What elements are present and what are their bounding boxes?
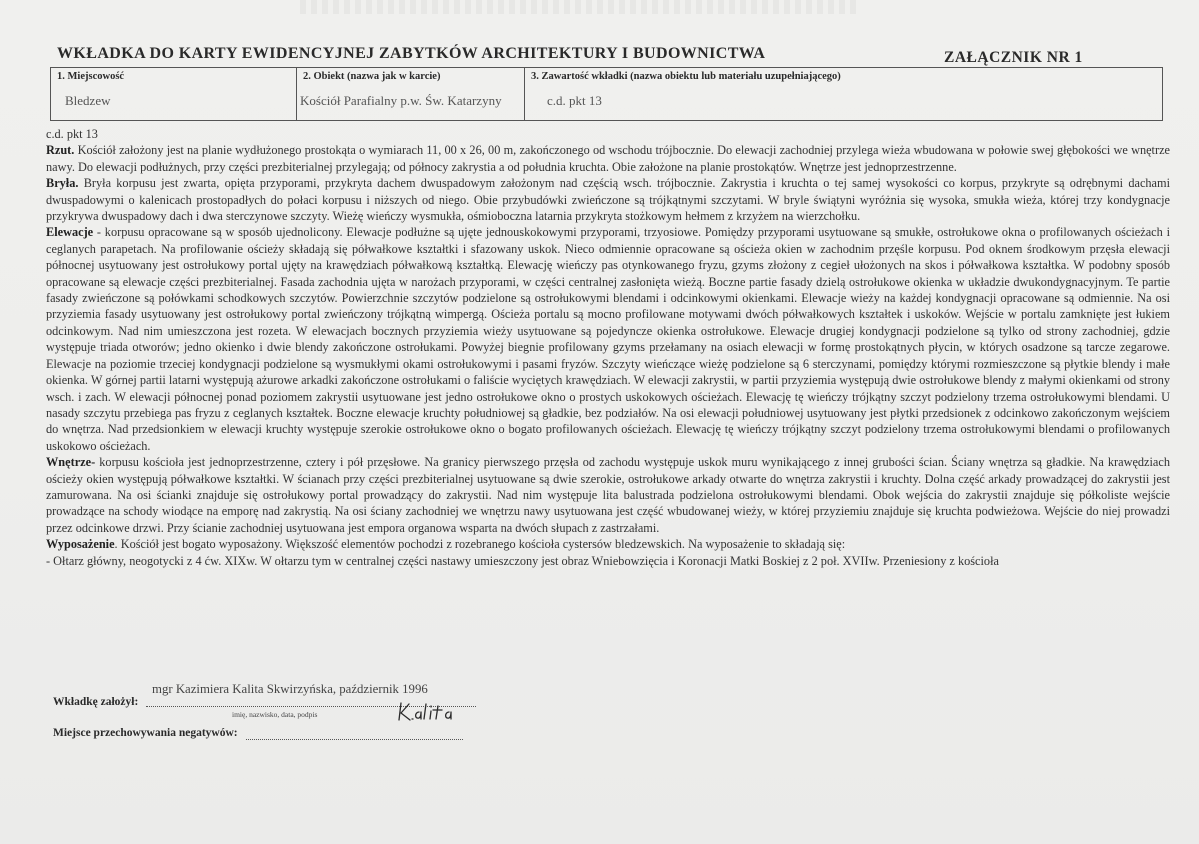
handwritten-signature [395, 700, 475, 724]
section-plan [46, 142, 1170, 175]
author-value: mgr Kazimiera Kalita Skwirzyńska, październik 1996 [152, 682, 428, 696]
header-fields [50, 67, 1163, 121]
object-value: Kościół Parafialny p.w. Św. Katarzyny [300, 93, 502, 108]
section-text: Kościół założony jest na planie wydłużonego prostokąta o wymiarach 11, 00 x 26, 00 m, zakończonego od wschodu trójbocznie. Do elewacji zachodniej przylega wieża wbudowana w połowie swej głębokości we wnętrze nawy. Do elewacji podłużnych, przy części prezbiterialnej przylegają; od północy zakrystia a od południa kruchta. Obie założone na planie prostokątów. Wnętrze jest jednoprzestrzenne. [46, 143, 1170, 174]
furnishing-list-item: - Ołtarz główny, neogotycki z 4 ćw. XIXw. W ołtarzu tym w centralnej części nastawy umieszczony jest obraz Wniebowzięcia i Koronacji Matki Boskiej z 2 poł. XVIIw. Przeniesiony z kościoła [46, 553, 999, 568]
locality-label: 1. Miejscowość [57, 71, 125, 82]
section-text: . Kościół jest bogato wyposażony. Większość elementów pochodzi z rozebranego kościoła cystersów bledzewskich. Na wyposażenie to składają się: [114, 537, 846, 552]
negatives-dotted-line [246, 739, 463, 740]
section-text: - korpusu opracowane są w sposób ujednolicony. Elewacje podłużne są ujęte jednouskokowymi przyporami, trzyosiowe. Pomiędzy przyporami usytuowane są smukłe, ostrołukowe okna o profilowanych ościeżach i ceglanych parapetach. Na profilowanie ościeży składają się półwałkowe kształtki i sfazowany uskok. Nieco odmiennie opracowane są ościeża okien w zachodnim przęśle korpusu. Pod oknem środkowym przęsła elewacji północnej usytuowany jest ostrołukowy portal ujęty na krawędziach półwałkową kształtką. Elewację wieńczy pas otynkowanego fryzu, gzyms złożony z cegieł ułożonych na skos i półwałkowa kształtka. W podobny sposób opracowane są elewacje części prezbiterialnej. Fasada zachodnia ujęta w narożach przyporami, w części centralnej zasłonięta wieżą. Boczne partie fasady dzielą ostrołukowe okienka w układzie dwukondygnacyjnym. Te partie fasady zwieńczone są połówkami schodkowych szczytów. Powierzchnie szczytów podzielone są ostrołukowymi blendami i odcinkowymi okienkami. Elewacje wieży na każdej kondygnacji opracowane są odmiennie. Na osi przyziemia fasady usytuowany jest ostrołukowy portal zwieńczony trójkątną wimpergą. Ościeża portalu są mocno profilowane motywami dwóch półwałkowych kształtek i uskoków. Wejście w portalu zamknięte jest łukiem odcinkowym. Nad nim umieszczona jest rozeta. W elewacjach bocznych przyziemia wieży usytuowane są pojedyncze okienka ostrołukowe. Elewacje drugiej kondygnacji podzielone są tylko od strony zachodniej, gdzie występuje triada otworów; jedno okienko i dwie blendy zakończone ostrołukami. Powyżej biegnie profilowany gzyms przełamany na osiach elewacji w formę prostokątnych płycin, w których osadzone są tarcze zegarowe. Elewacje na poziomie trzeciej kondygnacji podzielone są wysmukłymi okami ostrołukowymi i pasami fryzów. Szczyty wieńczące wieżę podzielone są 6 sterczynami, pomiędzy którymi rozmieszczone są płytkie blendy i małe okienka. W górnej partii latarni występują ażurowe arkadki zakończone ostrołukami o faliście wyciętych krawędziach. W elewacji zakrystii, w partii przyziemia występują dwie ostrołukowe blendy z małymi okienkami od strony wsch. i zach. W elewacji północnej ponad poziomem zakrystii usytuowane jest jedno ostrołukowe okno o prostych uskokowych ościeżach. Elewację tę wieńczy trójkątny szczyt podzielony trzema ostrołukowymi blendami. U nasady szczytu przebiega pas fryzu z ceglanych kształtek. Boczne elewacje kruchty południowej są gładkie, bez podziałów. Na osi elewacji południowej usytuowany jest płytki przedsionek z odcinkowo zakończonym wejściem do wnętrza. Nad przedsionkiem w elewacji kruchty występuje szerokie ostrołukowe okno o bogato profilowanych ościeżach. Elewację tę wieńczy trójkątny szczyt podzielony trzema ostrołukowymi blendami o profilowanych uskokowo ościeżach. [46, 225, 1170, 453]
section-text: korpusu kościoła jest jednoprzestrzenne, cztery i pół przęsłowe. Na granicy pierwszego przęsła od zachodu występuje uskok muru wynikającego z innej grubości ścian. Ściany wnętrza są gładkie. Na krawędziach ościeży okien występują półwałkowe kształtki. W ścianach przy części prezbiterialnej usytuowane są dwie szerokie, ostrołukowe arkady otwarte do wnętrza zakrystii i kruchty. Dolna część arkady prowadzącej do zakrystii jest zamurowana. Na osi ścianki znajduje się ostrołukowy portal prowadzący do zakrystii. Nad nim występuje lita balustrada podzielona ostrołukowymi blendami. Obok wejścia do zakrystii znajduje się półkoliste wejście prowadzące na schody wiodące na emporę nad zakrystią. Na osi ściany zachodniej we wnętrzu nawy usytuowana jest część wbudowanej wieży, w której przyziemiu znajduje się kruchta podwieżowa. Wejście do niej prowadzi przez odcinkowe drzwi. Przy ścianie zachodniej usytuowana jest empora organowa wsparta na dwóch słupach z zastrzałami. [46, 455, 1170, 535]
signature-caption: imię, nazwisko, data, podpis [232, 710, 318, 719]
section-furnishings [46, 536, 1170, 552]
locality-value: Bledzew [65, 93, 111, 108]
bleed-through [300, 0, 860, 14]
page-title: WKŁADKA DO KARTY EWIDENCYJNEJ ZABYTKÓW ARCHITEKTURY I BUDOWNICTWA [57, 45, 766, 62]
author-label: Wkładkę założył: [53, 696, 139, 708]
section-text: Bryła korpusu jest zwarta, opięta przyporami, przykryta dachem dwuspadowym założonym nad częścią wsch. trójbocznie. Zakrystia i kruchta o tej samej wysokości co korpus, przykryte są odrębnymi dachami dwuspadowymi o kalenicach prostopadłych do połaci korpusu i niższych od niego. Obie przybudówki zwieńczone są trójkątnymi szczytami. W bryle świątyni wyróżnia się wysoka, smukła wieża, której trzy kondygnacje przykrywa dwuspadowy dach i dwa sterczynowe szczyty. Wieżę wieńczy wysmukła, ośmioboczna latarnia przykryta stożkowym hełmem z krzyżem na wierzchołku. [46, 176, 1170, 224]
section-heading: Bryła. [46, 176, 79, 191]
contents-label: 3. Zawartość wkładki (nazwa obiektu lub materiału uzupełniającego) [531, 71, 841, 82]
locality-field [51, 68, 297, 120]
section-heading: Wnętrze- [46, 455, 96, 470]
section-interior [46, 454, 1170, 536]
negatives-label: Miejsce przechowywania negatywów: [53, 727, 238, 739]
section-massing [46, 175, 1170, 224]
section-heading: Rzut. [46, 143, 75, 158]
contents-value: c.d. pkt 13 [547, 93, 602, 108]
contents-field [525, 68, 1162, 120]
object-field [297, 68, 525, 120]
annex-number: ZAŁĄCZNIK NR 1 [944, 49, 1083, 66]
description-body [46, 126, 1170, 569]
object-label: 2. Obiekt (nazwa jak w karcie) [303, 71, 441, 82]
section-elevations [46, 224, 1170, 454]
continuation-note: c.d. pkt 13 [46, 127, 98, 141]
section-heading: Elewacje [46, 225, 94, 240]
section-heading: Wyposażenie [46, 537, 115, 552]
